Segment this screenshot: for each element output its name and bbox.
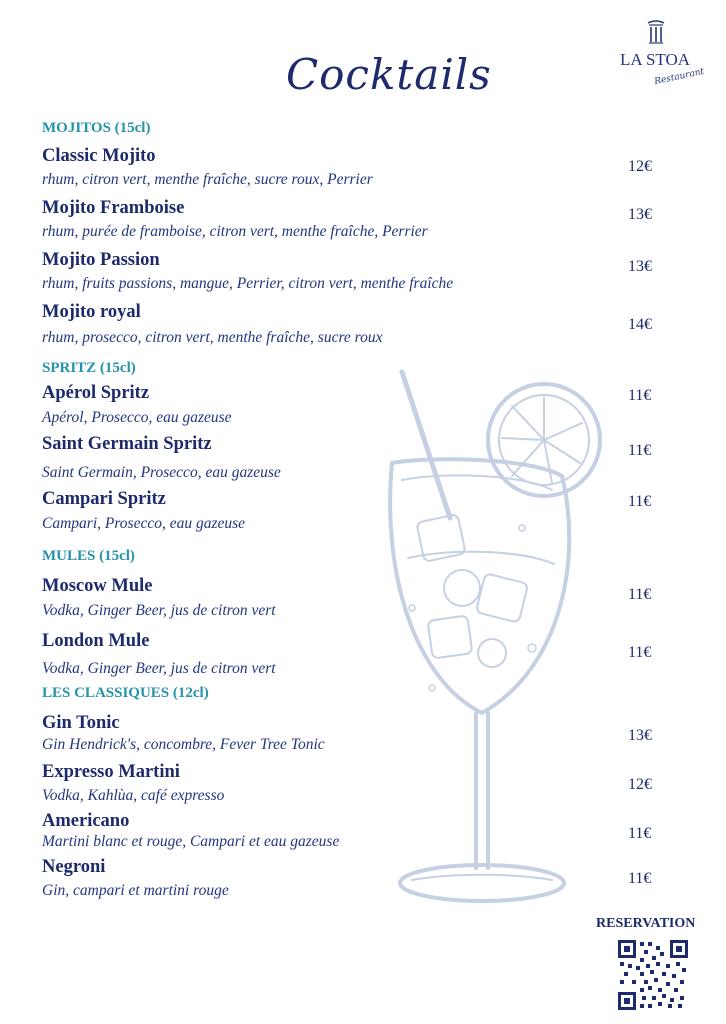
item-name: Americano — [42, 811, 130, 831]
item-name: Classic Mojito — [42, 146, 156, 166]
menu-item — [42, 434, 664, 480]
item-price: 11€ — [628, 870, 652, 887]
item-name: Apérol Spritz — [42, 383, 150, 403]
item-price: 13€ — [628, 258, 652, 275]
menu-item — [42, 631, 664, 677]
menu-item — [42, 576, 664, 622]
item-description: rhum, fruits passions, mangue, Perrier, citron vert, menthe fraîche — [42, 275, 454, 292]
item-name: Campari Spritz — [42, 489, 166, 509]
item-description: Vodka, Ginger Beer, jus de citron vert — [42, 602, 276, 619]
menu-item — [42, 713, 664, 759]
reservation-label: RESERVATION — [596, 916, 696, 931]
page-title: Cocktails — [286, 50, 492, 99]
item-name: Moscow Mule — [42, 576, 153, 596]
menu-item — [42, 250, 664, 296]
menu-item — [42, 198, 664, 244]
item-description: Gin, campari et martini rouge — [42, 882, 229, 899]
item-description: rhum, citron vert, menthe fraîche, sucre roux, Perrier — [42, 171, 373, 188]
item-price: 14€ — [628, 316, 652, 333]
item-description: Campari, Prosecco, eau gazeuse — [42, 515, 246, 532]
item-price: 11€ — [628, 387, 652, 404]
brand-tagline: Restaurant — [653, 66, 706, 88]
item-description: Martini blanc et rouge, Campari et eau gazeuse — [42, 833, 340, 850]
item-price: 13€ — [628, 727, 652, 744]
item-description: Gin Hendrick's, concombre, Fever Tree Tonic — [42, 736, 325, 753]
item-price: 11€ — [628, 644, 652, 661]
item-price: 11€ — [628, 442, 652, 459]
item-price: 11€ — [628, 493, 652, 510]
reservation-qr-code[interactable] — [618, 940, 688, 1010]
item-name: Gin Tonic — [42, 713, 120, 733]
item-price: 12€ — [628, 158, 652, 175]
section-title-mules: MULES (15cl) — [42, 548, 135, 564]
menu-item — [42, 762, 664, 808]
item-name: Expresso Martini — [42, 762, 180, 782]
item-name: London Mule — [42, 631, 150, 651]
brand-name: LA STOA — [620, 50, 691, 69]
item-name: Saint Germain Spritz — [42, 434, 212, 454]
item-description: Vodka, Kahlùa, café expresso — [42, 787, 225, 804]
item-name: Mojito Framboise — [42, 198, 185, 218]
menu-item — [42, 383, 664, 429]
menu-item — [42, 811, 664, 857]
item-price: 13€ — [628, 206, 652, 223]
column-icon — [646, 20, 666, 44]
item-name: Mojito Passion — [42, 250, 160, 270]
item-description: Vodka, Ginger Beer, jus de citron vert — [42, 660, 276, 677]
menu-item — [42, 857, 664, 903]
item-description: rhum, prosecco, citron vert, menthe fraîche, sucre roux — [42, 329, 383, 346]
item-price: 11€ — [628, 586, 652, 603]
item-description: Saint Germain, Prosecco, eau gazeuse — [42, 464, 281, 481]
section-title-spritz: SPRITZ (15cl) — [42, 360, 136, 376]
menu-item — [42, 146, 664, 192]
menu-item — [42, 302, 664, 348]
item-description: Apérol, Prosecco, eau gazeuse — [42, 409, 232, 426]
section-title-mojitos: MOJITOS (15cl) — [42, 120, 151, 136]
section-title-classiques: LES CLASSIQUES (12cl) — [42, 685, 209, 701]
menu-item — [42, 489, 664, 535]
item-name: Mojito royal — [42, 302, 141, 322]
item-name: Negroni — [42, 857, 106, 877]
restaurant-logo — [620, 20, 712, 100]
item-description: rhum, purée de framboise, citron vert, menthe fraîche, Perrier — [42, 223, 428, 240]
item-price: 12€ — [628, 776, 652, 793]
item-price: 11€ — [628, 825, 652, 842]
